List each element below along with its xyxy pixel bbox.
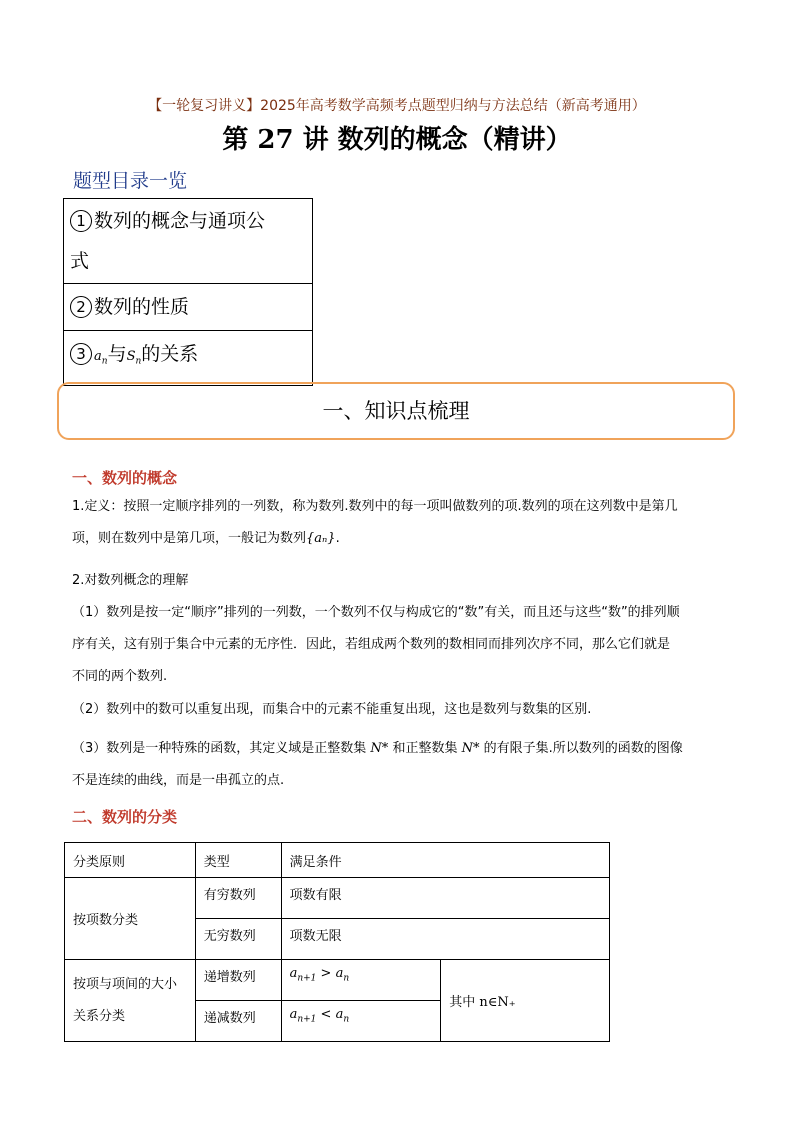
header-cell: 满足条件 <box>281 843 609 878</box>
toc-item-1[interactable] <box>64 199 312 284</box>
type-cell: 递增数列 <box>195 960 281 1001</box>
math-s-n: $S_n$ <box>126 349 142 367</box>
table-row <box>65 960 610 1001</box>
circled-number: 3 <box>70 343 92 365</box>
text-line: （3）数列是一种特殊的函数，其定义域是正整数集 N* 和正整数集 N* 的有限子集.所以数列的函数的图像 <box>72 741 683 756</box>
note-cell: 其中 n∈N₊ <box>441 960 610 1042</box>
header-cell: 分类原则 <box>65 843 196 878</box>
math-inequality: $a_{n+1} < a_n$ <box>289 1007 350 1025</box>
math-n-star: N* <box>461 741 480 756</box>
text-line: 1.定义：按照一定顺序排列的一列数，称为数列.数列中的每一项叫做数列的项.数列的项在这列数中是第几 <box>72 499 678 514</box>
type-cell: 有穷数列 <box>195 878 281 919</box>
toc-item-mid: 与 <box>107 343 127 365</box>
group-cell: 按项数分类 <box>65 878 196 960</box>
circled-number: 2 <box>70 296 92 318</box>
definition-paragraph <box>72 491 722 555</box>
subheading-understanding: 2.对数列概念的理解 <box>72 573 189 588</box>
toc-box <box>63 198 313 386</box>
toc-item-tail: 的关系 <box>141 343 199 365</box>
toc-item-label: 数列的性质 <box>94 296 190 318</box>
paragraph-2: （2）数列中的数可以重复出现，而集合中的元素不能重复出现，这也是数列与数集的区别. <box>72 702 592 717</box>
text-line: 项，则在数列中是第几项，一般记为数列{aₙ}. <box>72 531 340 546</box>
paragraph-3 <box>72 733 722 797</box>
toc-heading: 题型目录一览 <box>73 170 188 192</box>
paragraph-1 <box>72 597 722 693</box>
condition-cell: 项数有限 <box>281 878 609 919</box>
text-line: 不同的两个数列. <box>72 669 168 684</box>
toc-item-label-cont: 式 <box>70 250 90 272</box>
toc-item-label: 数列的概念与通项公 <box>94 210 266 232</box>
toc-item-3[interactable] <box>64 331 312 385</box>
condition-cell <box>281 960 441 1001</box>
page-title: 第 27 讲 数列的概念（精讲） <box>222 125 572 155</box>
header-cell: 类型 <box>195 843 281 878</box>
series-title: 【一轮复习讲义】2025年高考数学高频考点题型归纳与方法总结（新高考通用） <box>148 98 646 114</box>
text-line: 不是连续的曲线，而是一串孤立的点. <box>72 773 285 788</box>
text-line: 序有关，这有别于集合中元素的无序性．因此，若组成两个数列的数相同而排列次序不同，那么它们就是 <box>72 637 671 652</box>
math-a-n: $a_n$ <box>94 349 108 367</box>
math-inequality: $a_{n+1} > a_n$ <box>289 966 350 984</box>
table-row <box>65 878 610 919</box>
text-line: （1）数列是按一定“顺序”排列的一列数，一个数列不仅与构成它的“数”有关，而且还与这些“数”的排列顺 <box>72 605 680 620</box>
group-cell: 按项与项间的大小 关系分类 <box>65 960 196 1042</box>
type-cell: 无穷数列 <box>195 919 281 960</box>
classification-table <box>64 842 610 1042</box>
condition-cell: 项数无限 <box>281 919 609 960</box>
type-cell: 递减数列 <box>195 1001 281 1042</box>
circled-number: 1 <box>70 210 92 232</box>
math-sequence-notation: {aₙ} <box>306 531 336 546</box>
table-header-row <box>65 843 610 878</box>
heading-classification: 二、数列的分类 <box>72 808 178 826</box>
math-n-star: N* <box>370 741 389 756</box>
condition-cell <box>281 1001 441 1042</box>
heading-concept: 一、数列的概念 <box>72 469 178 487</box>
section-title-box: 一、知识点梳理 <box>57 382 735 440</box>
toc-item-2[interactable] <box>64 284 312 331</box>
